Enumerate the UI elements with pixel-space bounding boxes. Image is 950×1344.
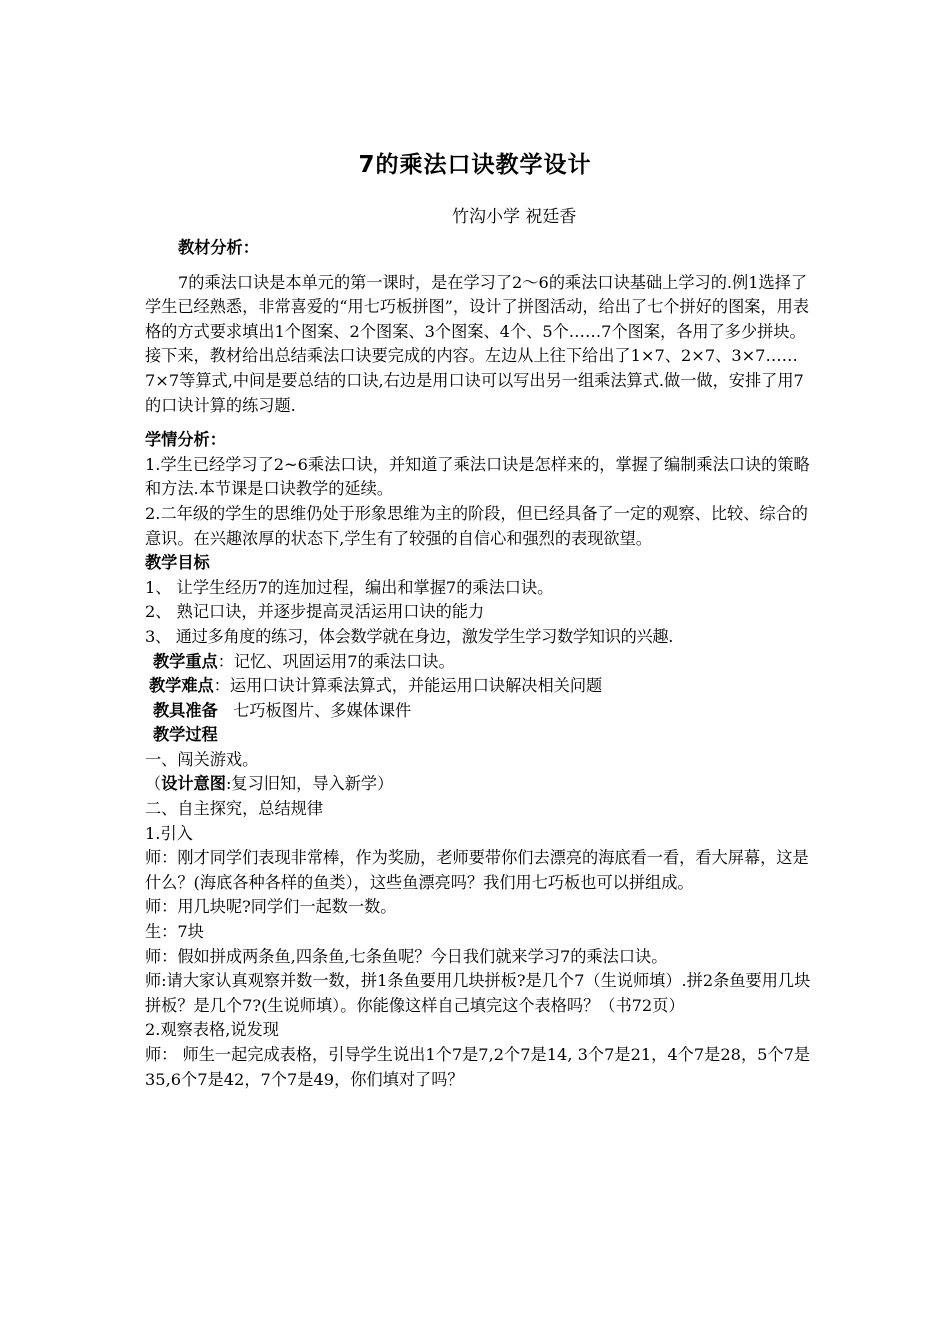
dialogue-3: 生：7块	[145, 922, 204, 942]
learner-paragraph-2: 2.二年级的学生的思维仍处于形象思维为主的阶段，但已经具备了一定的观察、比较、综合的意识。在兴趣浓厚的状态下,学生有了较强的自信心和强烈的表现欲望。	[145, 503, 808, 548]
dialogue-5: 师:请大家认真观察并数一数，拼1条鱼要用几块拼板?是几个7（生说师填）.拼2条鱼要用几块拼板？是几个7?(生说师填）。你能像这样自己填完这个表格吗？（书72页）	[145, 971, 811, 1015]
key-point-line	[145, 650, 815, 675]
subsection-2-2: 2.观察表格,说发现	[145, 1020, 279, 1040]
document-body	[145, 236, 815, 1092]
dialogue-1: 师：刚才同学们表现非常棒，作为奖励，老师要带你们去漂亮的海底看一看，看大屏幕，这是什么？(海底各种各样的鱼类），这些鱼漂亮吗？我们用七巧板也可以拼组成。	[145, 848, 809, 892]
page-title: 7的乘法口诀教学设计	[358, 152, 592, 178]
design-note-label: 设计意图	[161, 774, 226, 794]
goal-item-2: 2、 熟记口诀，并逐步提高灵活运用口诀的能力	[145, 602, 485, 622]
tools-text: 七巧板图片、多媒体课件	[217, 700, 412, 720]
difficulty-line	[145, 674, 815, 699]
material-heading: 教材分析：	[178, 238, 259, 257]
goal-item-3: 3、 通过多角度的练习，体会数学就在身边，激发学生学习数学知识的兴趣.	[145, 626, 674, 646]
goal-item-1: 1、 让学生经历7的连加过程，编出和掌握7的乘法口诀。	[145, 577, 554, 597]
design-note-open: （	[145, 774, 162, 794]
author-line: 竹沟小学 祝廷香	[452, 207, 577, 227]
spacer	[145, 418, 815, 428]
tools-label: 教具准备	[153, 700, 218, 720]
process-heading: 教学过程	[153, 725, 218, 745]
dialogue-6: 师： 师生一起完成表格，引导学生说出1个7是7,2个7是14, 3个7是21，4个7是28，5个7是35,6个7是42，7个7是49，你们填对了吗？	[145, 1045, 811, 1089]
subsection-2-1: 1.引入	[145, 823, 193, 843]
tools-line	[145, 699, 815, 724]
dialogue-2: 师：用几块呢?同学们一起数一数。	[145, 897, 397, 917]
key-point-label: 教学重点	[153, 651, 218, 671]
design-note-text: :复习旧知，导入新学）	[225, 774, 394, 794]
difficulty-label: 教学难点	[149, 676, 214, 696]
goals-heading: 教学目标	[145, 553, 210, 573]
design-note	[145, 772, 815, 797]
spacer	[145, 261, 815, 271]
section-2: 二、自主探究，总结规律	[145, 799, 324, 819]
difficulty-text: ：运用口诀计算乘法算式，并能运用口诀解决相关问题	[213, 676, 603, 696]
material-paragraph: 7的乘法口诀是本单元的第一课时，是在学习了2～6的乘法口诀基础上学习的.例1选择了学生已经熟悉，非常喜爱的“用七巧板拼图”，设计了拼图活动，给出了七个拼好的图案，用表格的方式要求填出1个图案、2个图案、3个图案、4个、5个……7个图案，各用了多少拼块。接下来，教材给出总结乘法口诀要完成的内容。左边从上往下给出了1×7、2×7、3×7……7×7等算式,中间是要总结的口诀,右边是用口诀可以写出另一组乘法算式.做一做，安排了用7的口诀计算的练习题.	[145, 272, 810, 415]
section-1: 一、闯关游戏。	[145, 749, 259, 769]
learner-paragraph-1: 1.学生已经学习了2~6乘法口诀，并知道了乘法口诀是怎样来的，掌握了编制乘法口诀的策略和方法.本节课是口诀教学的延续。	[145, 454, 810, 499]
key-point-text: ：记忆、巩固运用7的乘法口诀。	[217, 651, 455, 671]
dialogue-4: 师：假如拼成两条鱼,四条鱼,七条鱼呢？今日我们就来学习7的乘法口诀。	[145, 946, 668, 966]
learner-heading: 学情分析：	[145, 430, 226, 450]
